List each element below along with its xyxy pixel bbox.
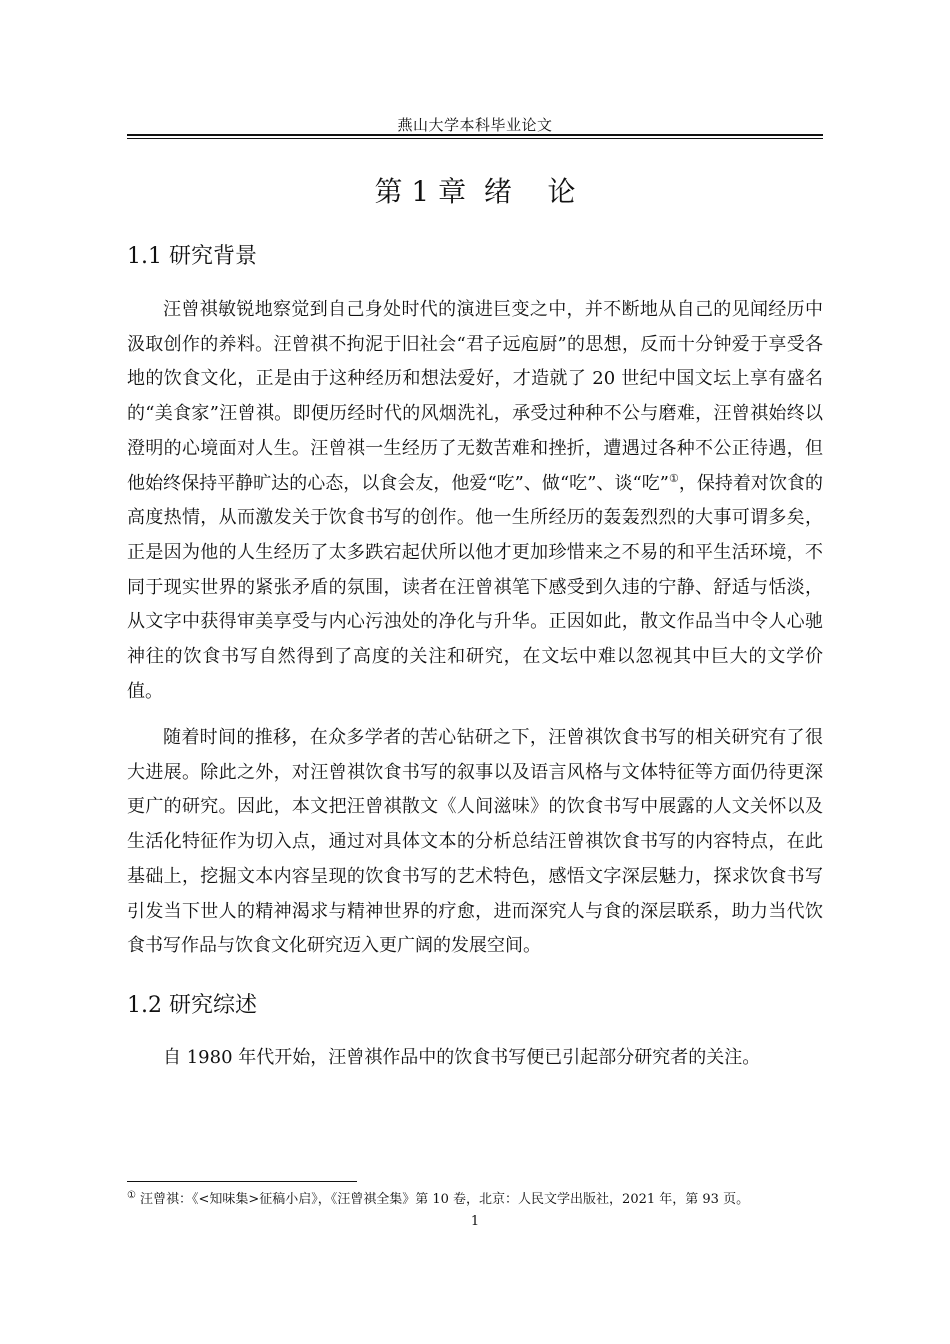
footnote-text: 汪曾祺：《<知味集>征稿小启》，《汪曾祺全集》第 10 卷，北京：人民文学出版社，2021 年，第 93 页。 [139,1192,750,1207]
paragraph-background-2: 随着时间的推移，在众多学者的苦心钻研之下，汪曾祺饮食书写的相关研究有了很大进展。除此之外，对汪曾祺饮食书写的叙事以及语言风格与文体特征等方面仍待更深更广的研究。因此，本文把汪曾祺散文《人间滋味》的饮食书写中展露的人文关怀以及生活化特征作为切入点，通过对具体文本的分析总结汪曾祺饮食书写的内容特点，在此基础上，挖掘文本内容呈现的饮食书写的艺术特色，感悟文字深层魅力，探求饮食书写引发当下世人的精神渴求与精神世界的疗愈，进而深究人与食的深层联系，助力当代饮食书写作品与饮食文化研究迈入更广阔的发展空间。 [127,727,823,957]
page-number: 1 [470,1214,480,1229]
header-rule [127,134,823,136]
footnote-separator [127,1181,357,1182]
section-heading-1-2: 1.2 研究综述 [127,993,257,1018]
footnote [127,1191,827,1209]
paragraph-text: ，保持着对饮食的高度热情，从而激发关于饮食书写的创作。他一生所经历的轰轰烈烈的大事可谓多矣，正是因为他的人生经历了太多跌宕起伏所以他才更加珍惜来之不易的和平生活环境，不同于现实世界的紧张矛盾的氛围，读者在汪曾祺笔下感受到久违的宁静、舒适与恬淡，从文字中获得审美享受与内心污浊处的净化与升华。正因如此，散文作品当中令人心驰神往的饮食书写自然得到了高度的关注和研究，在文坛中难以忽视其中巨大的文学价值。 [127,472,823,702]
paragraph-text: 汪曾祺敏锐地察觉到自己身处时代的演进巨变之中，并不断地从自己的见闻经历中汲取创作的养料。汪曾祺不拘泥于旧社会“君子远庖厨”的思想，反而十分钟爱于享受各地的饮食文化，正是由于这种经历和想法爱好，才造就了 20 世纪中国文坛上享有盛名的“美食家”汪曾祺。即便历经时代的风烟洗礼，承受过种种不公与磨难，汪曾祺始终以澄明的心境面对人生。汪曾祺一生经历了无数苦难和挫折，遭遇过各种不公正待遇，但他始终保持平静旷达的心态，以食会友，他爱“吃”、做“吃”、谈“吃” [127,299,823,494]
section-heading-1-1: 1.1 研究背景 [127,244,257,269]
paragraph-review-1: 自 1980 年代开始，汪曾祺作品中的饮食书写便已引起部分研究者的关注。 [163,1047,761,1068]
footnote-reference[interactable]: ① [668,471,679,485]
chapter-title: 第 1 章 绪 论 [374,175,576,208]
footnote-mark: ① [127,1189,136,1201]
running-header: 燕山大学本科毕业论文 [397,116,553,134]
paragraph-background-1 [127,293,823,709]
header-rule-thin [127,138,823,139]
